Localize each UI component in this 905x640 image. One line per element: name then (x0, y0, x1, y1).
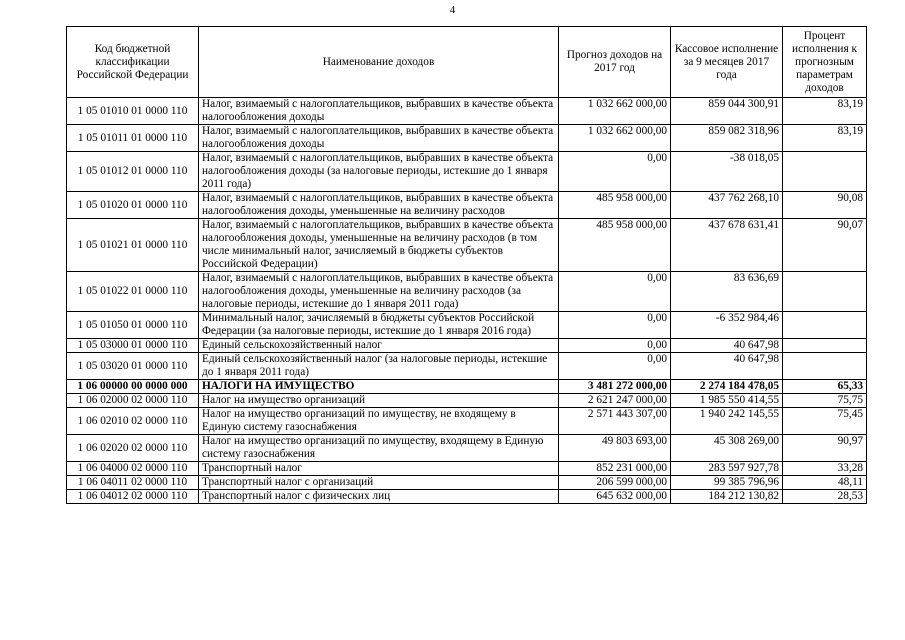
forecast-value: 645 632 000,00 (559, 490, 671, 504)
table-row (67, 462, 867, 476)
revenue-name: Налог, взимаемый с налогоплательщиков, выбравших в качестве объекта налогообложения доходы (199, 125, 559, 152)
revenue-name: Налог, взимаемый с налогоплательщиков, выбравших в качестве объекта налогообложения доходы (за налоговые периоды, истекшие до 1 января 2011 года) (199, 152, 559, 192)
forecast-value: 485 958 000,00 (559, 192, 671, 219)
budget-code: 1 06 00000 00 0000 000 (67, 380, 199, 394)
actual-value: 45 308 269,00 (671, 435, 783, 462)
forecast-value: 0,00 (559, 339, 671, 353)
revenue-name: Транспортный налог с организаций (199, 476, 559, 490)
revenue-name: Налог, взимаемый с налогоплательщиков, выбравших в качестве объекта налогообложения доходы (199, 98, 559, 125)
forecast-value: 852 231 000,00 (559, 462, 671, 476)
table-row (67, 476, 867, 490)
forecast-value: 1 032 662 000,00 (559, 98, 671, 125)
table-header-row (67, 27, 867, 98)
revenue-table (66, 26, 867, 504)
budget-code: 1 06 02000 02 0000 110 (67, 394, 199, 408)
forecast-value: 0,00 (559, 272, 671, 312)
percent-value: 75,45 (783, 408, 867, 435)
budget-code: 1 05 01022 01 0000 110 (67, 272, 199, 312)
table-row (67, 98, 867, 125)
table-row (67, 353, 867, 380)
table-row (67, 339, 867, 353)
header-code: Код бюджетной классификации Российской Федерации (67, 27, 199, 98)
percent-value: 83,19 (783, 125, 867, 152)
revenue-name: Минимальный налог, зачисляемый в бюджеты субъектов Российской Федерации (за налоговые периоды, истекшие до 1 января 2016 года) (199, 312, 559, 339)
budget-code: 1 05 01020 01 0000 110 (67, 192, 199, 219)
revenue-name: НАЛОГИ НА ИМУЩЕСТВО (199, 380, 559, 394)
forecast-value: 3 481 272 000,00 (559, 380, 671, 394)
forecast-value: 0,00 (559, 312, 671, 339)
revenue-name: Единый сельскохозяйственный налог (за налоговые периоды, истекшие до 1 января 2011 года) (199, 353, 559, 380)
budget-code: 1 05 01021 01 0000 110 (67, 219, 199, 272)
percent-value: 48,11 (783, 476, 867, 490)
header-name: Наименование доходов (199, 27, 559, 98)
actual-value: 83 636,69 (671, 272, 783, 312)
budget-code: 1 06 02010 02 0000 110 (67, 408, 199, 435)
table-row (67, 435, 867, 462)
budget-code: 1 05 01012 01 0000 110 (67, 152, 199, 192)
actual-value: 40 647,98 (671, 353, 783, 380)
table-row (67, 394, 867, 408)
actual-value: 1 985 550 414,55 (671, 394, 783, 408)
percent-value (783, 353, 867, 380)
actual-value: 2 274 184 478,05 (671, 380, 783, 394)
percent-value: 90,07 (783, 219, 867, 272)
table-row (67, 312, 867, 339)
budget-code: 1 05 01011 01 0000 110 (67, 125, 199, 152)
table-row (67, 380, 867, 394)
revenue-name: Налог на имущество организаций по имуществу, не входящему в Единую систему газоснабжения (199, 408, 559, 435)
percent-value: 65,33 (783, 380, 867, 394)
forecast-value: 0,00 (559, 152, 671, 192)
revenue-name: Налог на имущество организаций по имуществу, входящему в Единую систему газоснабжения (199, 435, 559, 462)
actual-value: 99 385 796,96 (671, 476, 783, 490)
percent-value: 83,19 (783, 98, 867, 125)
actual-value: 1 940 242 145,55 (671, 408, 783, 435)
budget-code: 1 05 01010 01 0000 110 (67, 98, 199, 125)
actual-value: 283 597 927,78 (671, 462, 783, 476)
percent-value: 90,08 (783, 192, 867, 219)
percent-value: 33,28 (783, 462, 867, 476)
percent-value (783, 312, 867, 339)
forecast-value: 2 621 247 000,00 (559, 394, 671, 408)
revenue-name: Налог, взимаемый с налогоплательщиков, выбравших в качестве объекта налогообложения доходы, уменьшенные на величину расходов (199, 192, 559, 219)
revenue-name: Транспортный налог с физических лиц (199, 490, 559, 504)
table-row (67, 125, 867, 152)
budget-code: 1 05 03000 01 0000 110 (67, 339, 199, 353)
header-actual: Кассовое исполнение за 9 месяцев 2017 года (671, 27, 783, 98)
forecast-value: 206 599 000,00 (559, 476, 671, 490)
budget-code: 1 05 01050 01 0000 110 (67, 312, 199, 339)
header-forecast: Прогноз доходов на 2017 год (559, 27, 671, 98)
budget-code: 1 06 04000 02 0000 110 (67, 462, 199, 476)
forecast-value: 49 803 693,00 (559, 435, 671, 462)
budget-code: 1 06 04012 02 0000 110 (67, 490, 199, 504)
budget-code: 1 06 04011 02 0000 110 (67, 476, 199, 490)
table-body (67, 98, 867, 504)
page-number: 4 (449, 4, 456, 16)
percent-value: 90,97 (783, 435, 867, 462)
forecast-value: 1 032 662 000,00 (559, 125, 671, 152)
revenue-name: Налог, взимаемый с налогоплательщиков, выбравших в качестве объекта налогообложения доходы, уменьшенные на величину расходов (в том числе минимальный налог, зачисляемый в бюджеты субъектов Российской Федерации) (199, 219, 559, 272)
actual-value: 437 678 631,41 (671, 219, 783, 272)
table-row (67, 192, 867, 219)
actual-value: -6 352 984,46 (671, 312, 783, 339)
revenue-name: Единый сельскохозяйственный налог (199, 339, 559, 353)
percent-value (783, 339, 867, 353)
forecast-value: 0,00 (559, 353, 671, 380)
revenue-name: Транспортный налог (199, 462, 559, 476)
percent-value: 75,75 (783, 394, 867, 408)
actual-value: 859 082 318,96 (671, 125, 783, 152)
forecast-value: 485 958 000,00 (559, 219, 671, 272)
header-percent: Процент исполнения к прогнозным параметрам доходов (783, 27, 867, 98)
table-row (67, 219, 867, 272)
table-row (67, 408, 867, 435)
revenue-name: Налог, взимаемый с налогоплательщиков, выбравших в качестве объекта налогообложения доходы, уменьшенные на величину расходов (за налоговые периоды, истекшие до 1 января 2011 года) (199, 272, 559, 312)
actual-value: 859 044 300,91 (671, 98, 783, 125)
table-row (67, 272, 867, 312)
budget-code: 1 05 03020 01 0000 110 (67, 353, 199, 380)
actual-value: 184 212 130,82 (671, 490, 783, 504)
percent-value (783, 272, 867, 312)
actual-value: 437 762 268,10 (671, 192, 783, 219)
budget-code: 1 06 02020 02 0000 110 (67, 435, 199, 462)
percent-value: 28,53 (783, 490, 867, 504)
actual-value: 40 647,98 (671, 339, 783, 353)
revenue-name: Налог на имущество организаций (199, 394, 559, 408)
forecast-value: 2 571 443 307,00 (559, 408, 671, 435)
table-row (67, 490, 867, 504)
percent-value (783, 152, 867, 192)
actual-value: -38 018,05 (671, 152, 783, 192)
table-row (67, 152, 867, 192)
